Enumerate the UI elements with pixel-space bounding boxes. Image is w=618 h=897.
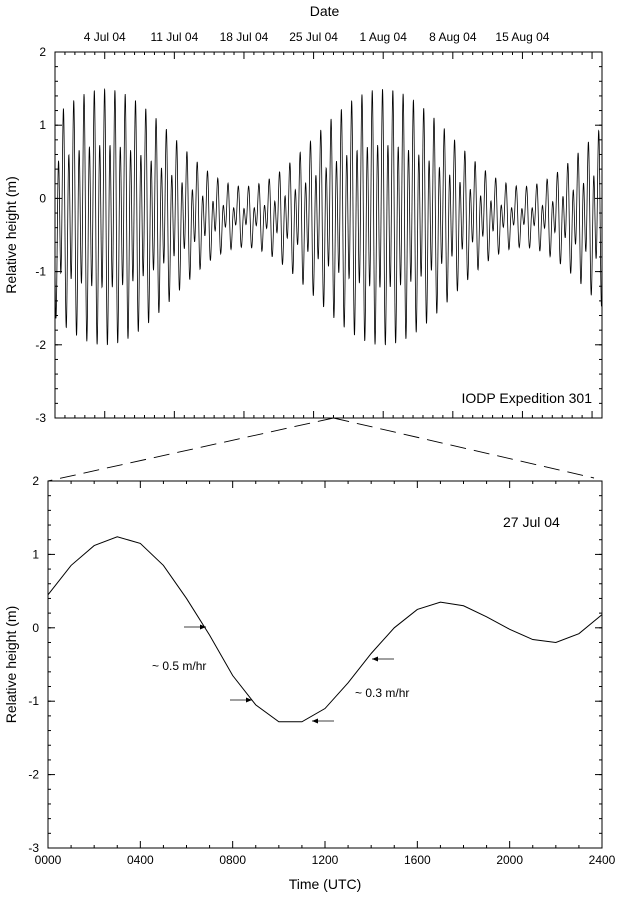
bottom-plot-frame: [48, 481, 602, 848]
top-date-tick-label: 1 Aug 04: [359, 30, 407, 44]
zoom-connector-lines: [48, 418, 594, 481]
top-tide-series-line: [55, 89, 602, 345]
top-y-tick-label: -3: [35, 411, 46, 425]
bottom-y-tick-label: -1: [28, 694, 39, 709]
bottom-tide-series-line: [48, 537, 602, 722]
bottom-y-tick-label: 1: [32, 547, 39, 562]
expedition-annotation: IODP Expedition 301: [461, 390, 592, 406]
arrow-rising-upper-head: [372, 657, 378, 662]
arrow-rising-lower-head: [312, 719, 318, 724]
top-date-tick-label: 25 Jul 04: [289, 30, 338, 44]
bottom-y-tick-label: -3: [28, 841, 39, 855]
top-date-tick-label: 15 Aug 04: [495, 30, 550, 44]
zoom-line-right: [333, 418, 594, 478]
top-panel-tidal-record: [3, 3, 602, 425]
date-annotation: 27 Jul 04: [503, 514, 560, 530]
bottom-x-tick-label: 2000: [496, 853, 524, 867]
zoom-line-left: [48, 418, 333, 481]
bottom-x-tick-label: 1600: [403, 853, 431, 867]
bottom-y-tick-label: 0: [32, 620, 39, 635]
bottom-x-tick-label: 0000: [34, 853, 62, 867]
bottom-x-tick-label: 2400: [588, 853, 616, 867]
bottom-x-tick-label: 1200: [311, 853, 339, 867]
top-date-tick-label: 4 Jul 04: [83, 30, 126, 44]
bottom-y-axis-title: Relative height (m): [3, 605, 19, 724]
bottom-x-tick-label: 0400: [126, 853, 154, 867]
bottom-y-tick-label: -2: [28, 767, 39, 782]
top-y-tick-label: 0: [39, 191, 46, 206]
bottom-x-tick-label: 0800: [219, 853, 247, 867]
top-date-tick-label: 11 Jul 04: [150, 30, 199, 44]
rising-rate-label: ~ 0.3 m/hr: [355, 686, 410, 700]
bottom-x-axis-title: Time (UTC): [288, 876, 362, 892]
top-date-tick-label: 8 Aug 04: [429, 30, 477, 44]
top-date-tick-label: 18 Jul 04: [219, 30, 269, 44]
top-y-tick-label: -2: [35, 337, 46, 352]
falling-rate-label: ~ 0.5 m/hr: [152, 659, 207, 673]
top-y-tick-label: 1: [39, 118, 46, 133]
top-y-tick-label: 2: [39, 45, 46, 59]
top-y-tick-label: -1: [35, 264, 46, 279]
top-x-axis-title: Date: [309, 3, 340, 19]
top-y-axis-title: Relative height (m): [3, 176, 19, 294]
bottom-panel-daily-detail: [3, 474, 616, 892]
bottom-y-tick-label: 2: [32, 474, 39, 488]
